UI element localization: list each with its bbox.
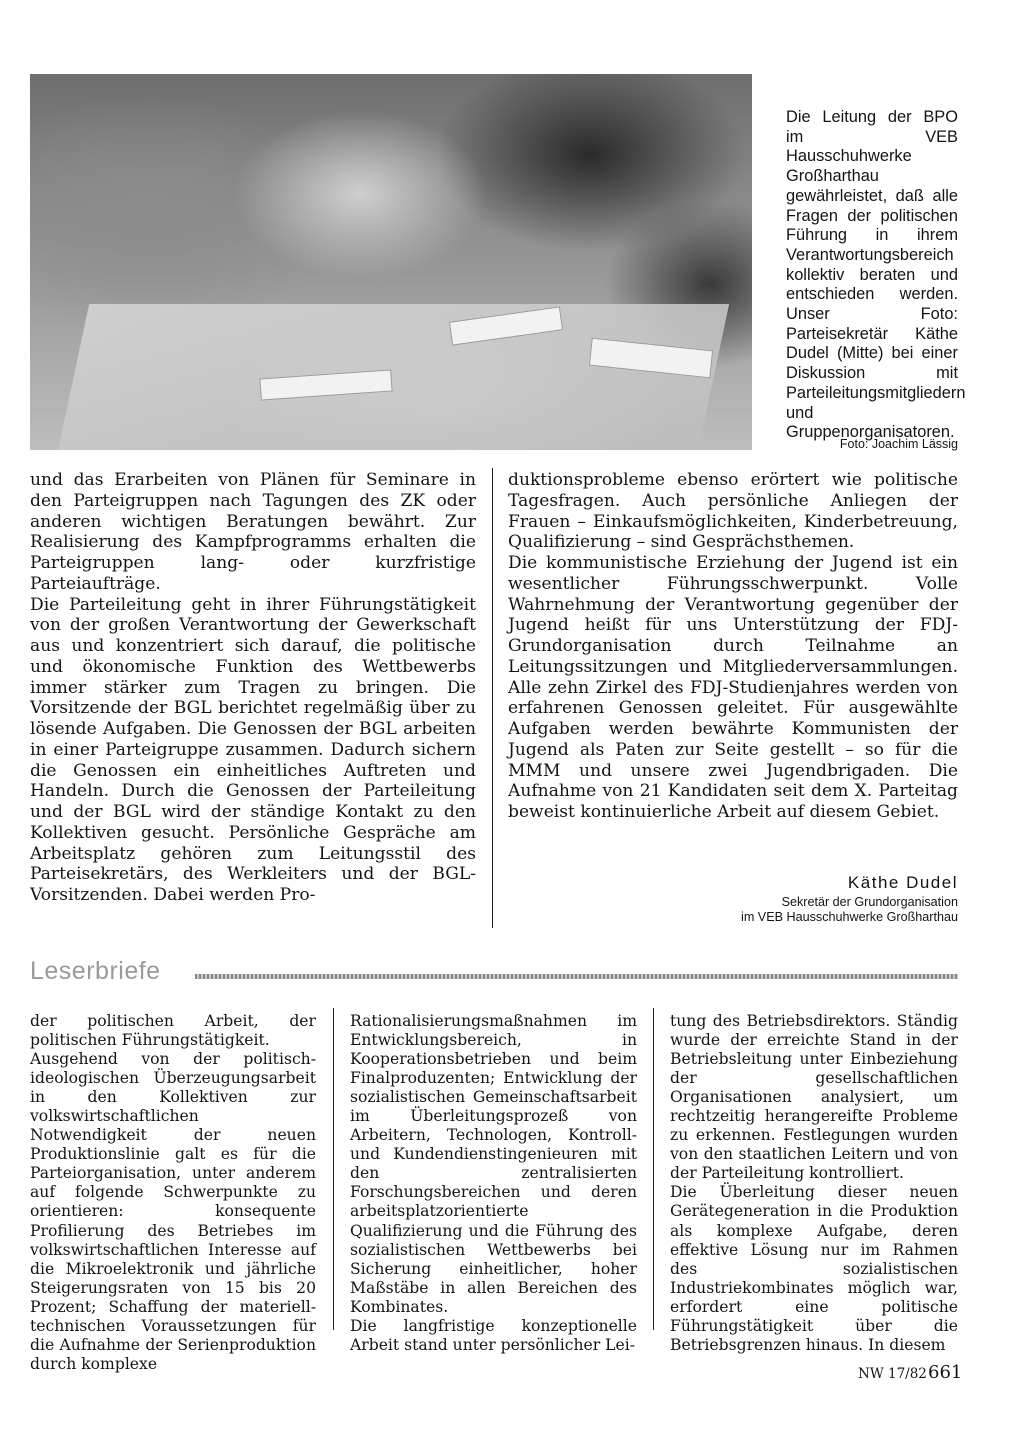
- letters-column-3: [670, 1012, 958, 1355]
- issue-label: NW 17/82: [858, 1366, 927, 1382]
- letters-paragraph: Die langfristige konzeptionelle Arbeit stand unter persönlicher Lei-: [350, 1316, 637, 1354]
- letters-paragraph: Rationalisierungsmaßnahmen im Entwicklungsbereich, in Kooperationsbetrieben und beim Finalproduzenten; Entwicklung der sozialistischen Gemeinschaftsarbeit im Überleitungsprozeß von Arbeitern, Technologen, Kontroll- und Kundendienstingenieuren mit den zentralisierten Forschungsbereichen und deren arbeitsplatzorientierte Qualifizierung und die Führung des sozialistischen Wettbewerbs bei Sicherung einheitlicher, hoher Maßstäbe in allen Bereichen des Kombinates.: [350, 1012, 637, 1316]
- photo-caption: Die Leitung der BPO im VEB Hausschuhwerke Großharthau gewährleistet, daß alle Fragen der politischen Führung in ihrem Verantwortungsbereich kollektiv beraten und entschieden werden. Unser Foto: Parteisekretär Käthe Dudel (Mitte) bei einer Diskussion mit Parteileitungsmitgliedern und Gruppenorganisatoren.: [786, 108, 966, 442]
- author-title: im VEB Hausschuhwerke Großharthau: [741, 910, 958, 924]
- article-paragraph: Die Parteileitung geht in ihrer Führungstätigkeit von der großen Verantwortung der Gewerkschaft aus und konzentriert sich darauf, die politische und ökonomische Funktion des Wettbewerbs immer stärker zum Tragen zu bringen. Die Vorsitzende der BGL berichtet regelmäßig über zu lösende Aufgaben. Die Genossen der BGL arbeiten in einer Parteigruppe zusammen. Dadurch sichern die Genossen ein einheitliches Auftreten und Handeln. Durch die Genossen der Parteileitung und der BGL wird der ständige Kontakt zu den Kollektiven gesucht. Persönliche Gespräche am Arbeitsplatz gehören zum Leitungsstil des Parteisekretärs, des Werkleiters und der BGL-Vorsitzenden. Dabei werden Pro-: [30, 594, 476, 905]
- article-paragraph: Die kommunistische Erziehung der Jugend ist ein wesentlicher Führungsschwerpunkt. Volle Wahrnehmung der Verantwortung gegenüber der Jugend heißt für uns Unterstützung der FDJ-Grundorganisation durch Teilnahme an Leitungssitzungen und Mitgliederversammlungen. Alle zehn Zirkel des FDJ-Studienjahres werden von erfahrenen Genossen geleitet. Für ausgewählte Aufgaben werden bewährte Kommunisten der Jugend als Paten zur Seite gestellt – so für die MMM und unsere zwei Jugendbrigaden. Die Aufnahme von 21 Kandidaten seit dem X. Parteitag beweist kontinuierliche Arbeit auf diesem Gebiet.: [508, 553, 958, 822]
- page-number: 661: [928, 1362, 963, 1383]
- column-divider: [333, 1008, 334, 1330]
- letters-paragraph: Die Überleitung dieser neuen Gerätegeneration in die Produktion als komplexe Aufgabe, deren effektive Lösung nur im Rahmen des sozialistischen Industriekombinates möglich war, erfordert eine politische Führungstätigkeit über die Betriebsgrenzen hinaus. In diesem: [670, 1183, 958, 1354]
- article-column-2: [508, 470, 958, 823]
- author-name: Käthe Dudel: [847, 873, 958, 892]
- meeting-photo: [30, 74, 752, 450]
- column-divider: [492, 468, 493, 928]
- letters-paragraph: der politischen Arbeit, der politischen Führungstätigkeit.: [30, 1012, 316, 1050]
- photo-credit: Foto: Joachim Lässig: [839, 437, 958, 451]
- section-rule: [195, 974, 958, 979]
- author-title: Sekretär der Grundorganisation: [781, 895, 958, 909]
- article-paragraph: duktionsprobleme ebenso erörtert wie politische Tagesfragen. Auch persönliche Anliegen der Frauen – Einkaufsmöglichkeiten, Kinderbetreuung, Qualifizierung – sind Gesprächsthemen.: [508, 470, 958, 553]
- letters-paragraph: tung des Betriebsdirektors. Ständig wurde der erreichte Stand in der Betriebsleitung unter Einbeziehung der gesellschaftlichen Organisationen analysiert, um rechtzeitig herangereifte Probleme zu erkennen. Festlegungen wurden von den staatlichen Leitern und von der Parteileitung kontrolliert.: [670, 1012, 958, 1183]
- section-title: Leserbriefe: [30, 957, 161, 985]
- letters-column-1: [30, 1012, 316, 1374]
- letters-column-2: [350, 1012, 637, 1355]
- author-signature: [600, 873, 958, 925]
- section-header: [30, 957, 958, 991]
- article-paragraph: und das Erarbeiten von Plänen für Seminare in den Parteigruppen nach Tagungen des ZK oder anderen wichtigen Beratungen bewährt. Zur Realisierung des Kampfprogramms erhalten die Parteigruppen lang- oder kurzfristige Parteiaufträge.: [30, 470, 476, 594]
- letters-paragraph: Ausgehend von der politisch-ideologischen Überzeugungsarbeit in den Kollektiven zur volkswirtschaftlichen Notwendigkeit der neuen Produktionslinie galt es für die Parteiorganisation, unter anderem auf folgende Schwerpunkte zu orientieren: konsequente Profilierung des Betriebes im volkswirtschaftlichen Interesse auf die Mikroelektronik und jährliche Steigerungsraten von 15 bis 20 Prozent; Schaffung der materiell-technischen Voraussetzungen für die Aufnahme der Serienproduktion durch komplexe: [30, 1050, 316, 1373]
- article-column-1: [30, 470, 476, 906]
- column-divider: [653, 1008, 654, 1330]
